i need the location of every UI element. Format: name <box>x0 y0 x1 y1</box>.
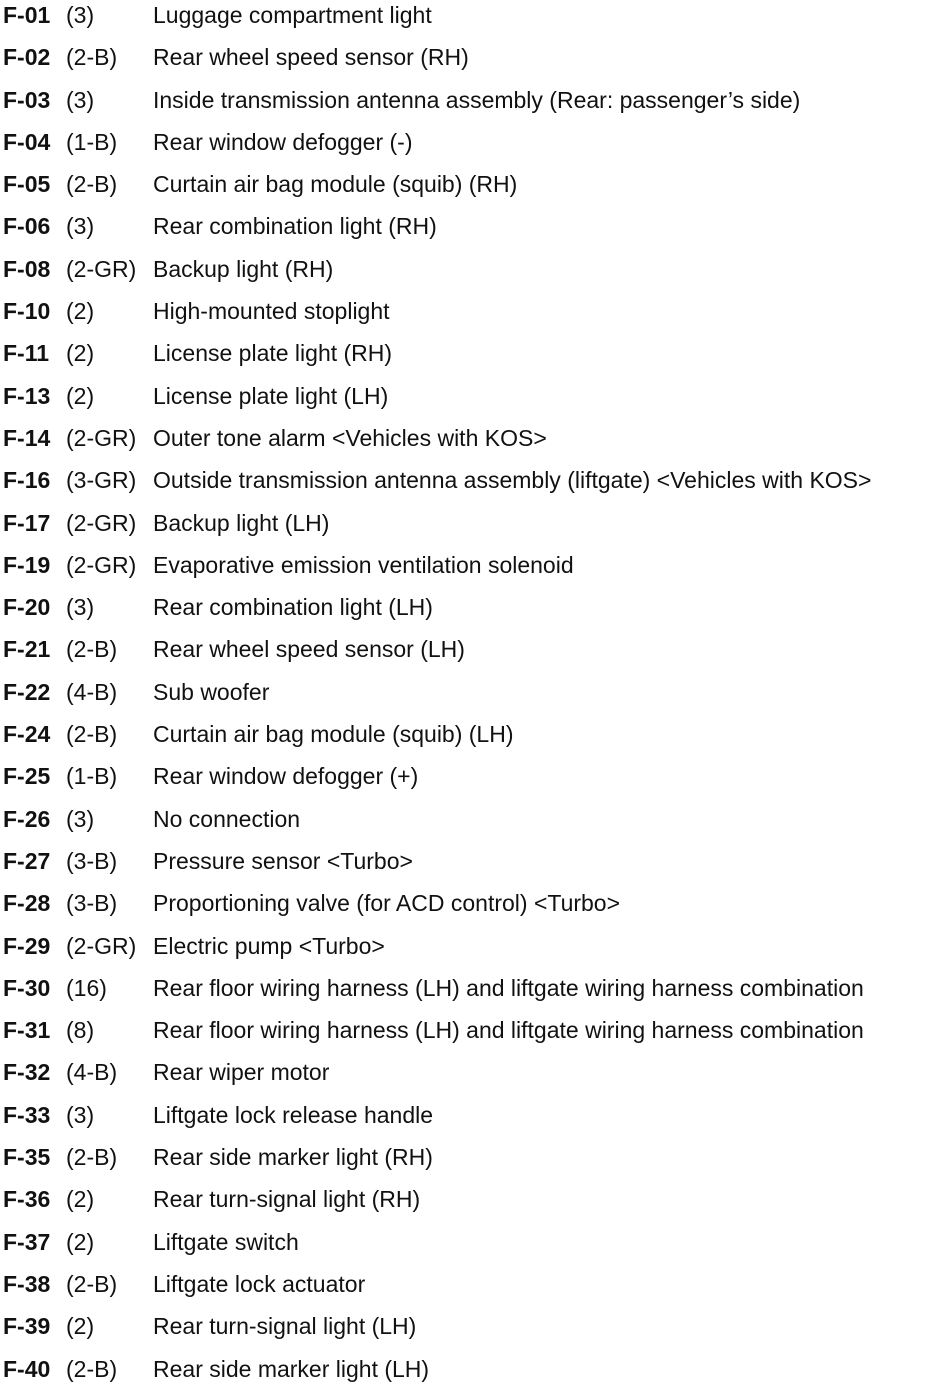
connector-description: Evaporative emission ventilation solenoid <box>153 551 574 578</box>
connector-pins: (4-B) <box>66 1059 118 1086</box>
connector-row <box>3 634 943 676</box>
connector-code: F-03 <box>3 86 51 113</box>
connector-code: F-19 <box>3 551 51 578</box>
connector-pins: (3) <box>66 213 95 240</box>
connector-pins: (2-GR) <box>66 551 137 578</box>
connector-description: Liftgate lock release handle <box>153 1101 434 1128</box>
connector-row <box>3 169 943 211</box>
connector-code: F-32 <box>3 1059 51 1086</box>
connector-row <box>3 1269 943 1311</box>
connector-row <box>3 1184 943 1226</box>
connector-row <box>3 973 943 1015</box>
connector-pins: (2-B) <box>66 721 118 748</box>
connector-pins: (2) <box>66 1186 95 1213</box>
connector-pins: (2-B) <box>66 171 118 198</box>
connector-pins: (2-GR) <box>66 932 137 959</box>
connector-code: F-06 <box>3 213 51 240</box>
connector-pins: (2) <box>66 298 95 325</box>
connector-row <box>3 254 943 296</box>
connector-code: F-24 <box>3 721 51 748</box>
connector-code: F-08 <box>3 255 51 282</box>
connector-description: Rear turn-signal light (LH) <box>153 1313 417 1340</box>
connector-row <box>3 296 943 338</box>
connector-row <box>3 719 943 761</box>
connector-pins: (4-B) <box>66 678 118 705</box>
connector-row <box>3 127 943 169</box>
connector-code: F-36 <box>3 1186 51 1213</box>
connector-code: F-27 <box>3 847 51 874</box>
connector-row <box>3 592 943 634</box>
connector-row <box>3 1311 943 1353</box>
connector-description: Rear wheel speed sensor (RH) <box>153 44 469 71</box>
connector-code: F-21 <box>3 636 51 663</box>
connector-pins: (2-B) <box>66 1270 118 1297</box>
connector-code: F-26 <box>3 805 51 832</box>
connector-pins: (3) <box>66 2 95 28</box>
connector-description: Curtain air bag module (squib) (RH) <box>153 171 518 198</box>
connector-description: Rear wiper motor <box>153 1059 330 1086</box>
connector-pins: (2) <box>66 1228 95 1255</box>
connector-description: License plate light (RH) <box>153 340 393 367</box>
connector-description: Liftgate lock actuator <box>153 1270 366 1297</box>
connector-description: Outer tone alarm <Vehicles with KOS> <box>153 424 547 451</box>
connector-description: Electric pump <Turbo> <box>153 932 385 959</box>
connector-row <box>3 1100 943 1142</box>
connector-pins: (2-B) <box>66 1355 118 1382</box>
connector-row <box>3 888 943 930</box>
connector-code: F-37 <box>3 1228 51 1255</box>
connector-pins: (3) <box>66 594 95 621</box>
connector-code: F-29 <box>3 932 51 959</box>
connector-pins: (2-GR) <box>66 424 137 451</box>
connector-code: F-31 <box>3 1017 51 1044</box>
connector-pins: (2-GR) <box>66 255 137 282</box>
connector-pins: (8) <box>66 1017 95 1044</box>
connector-row <box>3 1227 943 1269</box>
connector-description: Proportioning valve (for ACD control) <Turbo> <box>153 890 621 917</box>
connector-description: Rear window defogger (-) <box>153 128 413 155</box>
connector-description: Rear side marker light (LH) <box>153 1355 430 1382</box>
connector-row <box>3 1142 943 1184</box>
connector-code: F-04 <box>3 128 51 155</box>
connector-pins: (2-B) <box>66 44 118 71</box>
connector-pins: (3-GR) <box>66 467 137 494</box>
connector-pins: (1-B) <box>66 128 118 155</box>
connector-description: Rear floor wiring harness (LH) and liftgate wiring harness combination <box>153 974 864 1001</box>
connector-list <box>3 0 943 1396</box>
connector-code: F-33 <box>3 1101 51 1128</box>
connector-row <box>3 85 943 127</box>
connector-pins: (2-B) <box>66 636 118 663</box>
connector-code: F-13 <box>3 382 51 409</box>
connector-pins: (3) <box>66 86 95 113</box>
connector-description: Rear window defogger (+) <box>153 763 419 790</box>
connector-code: F-11 <box>3 340 50 367</box>
connector-pins: (2) <box>66 382 95 409</box>
connector-description: Sub woofer <box>153 678 270 705</box>
connector-description: Backup light (LH) <box>153 509 330 536</box>
connector-pins: (3) <box>66 805 95 832</box>
connector-code: F-20 <box>3 594 51 621</box>
connector-code: F-05 <box>3 171 51 198</box>
connector-pins: (3-B) <box>66 890 118 917</box>
connector-row <box>3 381 943 423</box>
connector-description: No connection <box>153 805 301 832</box>
connector-row <box>3 846 943 888</box>
connector-pins: (2) <box>66 1313 95 1340</box>
connector-code: F-14 <box>3 424 51 451</box>
connector-row <box>3 42 943 84</box>
connector-row <box>3 508 943 550</box>
connector-row <box>3 804 943 846</box>
connector-row <box>3 338 943 380</box>
connector-description: High-mounted stoplight <box>153 298 390 325</box>
connector-code: F-35 <box>3 1144 51 1171</box>
connector-code: F-16 <box>3 467 51 494</box>
connector-pins: (1-B) <box>66 763 118 790</box>
connector-code: F-38 <box>3 1270 51 1297</box>
connector-description: Inside transmission antenna assembly (Rear: passenger’s side) <box>153 86 801 113</box>
connector-row <box>3 423 943 465</box>
connector-row <box>3 1057 943 1099</box>
connector-pins: (3-B) <box>66 847 118 874</box>
connector-code: F-17 <box>3 509 51 536</box>
connector-code: F-10 <box>3 298 51 325</box>
connector-description: Backup light (RH) <box>153 255 334 282</box>
connector-description: Outside transmission antenna assembly (liftgate) <Vehicles with KOS> <box>153 467 872 494</box>
connector-description: Rear floor wiring harness (LH) and liftgate wiring harness combination <box>153 1017 864 1044</box>
connector-row <box>3 211 943 253</box>
connector-description: Rear wheel speed sensor (LH) <box>153 636 465 663</box>
connector-row <box>3 465 943 507</box>
connector-row <box>3 931 943 973</box>
connector-description: Rear combination light (LH) <box>153 594 433 621</box>
connector-pins: (2) <box>66 340 95 367</box>
connector-code: F-01 <box>3 2 51 28</box>
connector-code: F-40 <box>3 1355 51 1382</box>
connector-row <box>3 550 943 592</box>
connector-description: Luggage compartment light <box>153 2 432 28</box>
connector-row <box>3 0 943 42</box>
connector-description: Pressure sensor <Turbo> <box>153 847 413 874</box>
connector-code: F-39 <box>3 1313 51 1340</box>
connector-pins: (2-B) <box>66 1144 118 1171</box>
connector-description: Liftgate switch <box>153 1228 299 1255</box>
connector-description: Curtain air bag module (squib) (LH) <box>153 721 514 748</box>
connector-pins: (2-GR) <box>66 509 137 536</box>
connector-code: F-25 <box>3 763 51 790</box>
connector-row <box>3 1015 943 1057</box>
connector-description: License plate light (LH) <box>153 382 389 409</box>
connector-description: Rear combination light (RH) <box>153 213 437 240</box>
connector-row <box>3 677 943 719</box>
connector-description: Rear side marker light (RH) <box>153 1144 433 1171</box>
connector-pins: (16) <box>66 974 107 1001</box>
connector-code: F-02 <box>3 44 51 71</box>
connector-code: F-22 <box>3 678 51 705</box>
connector-code: F-30 <box>3 974 51 1001</box>
connector-description: Rear turn-signal light (RH) <box>153 1186 421 1213</box>
connector-code: F-28 <box>3 890 51 917</box>
connector-row <box>3 761 943 803</box>
connector-row <box>3 1354 943 1396</box>
connector-pins: (3) <box>66 1101 95 1128</box>
